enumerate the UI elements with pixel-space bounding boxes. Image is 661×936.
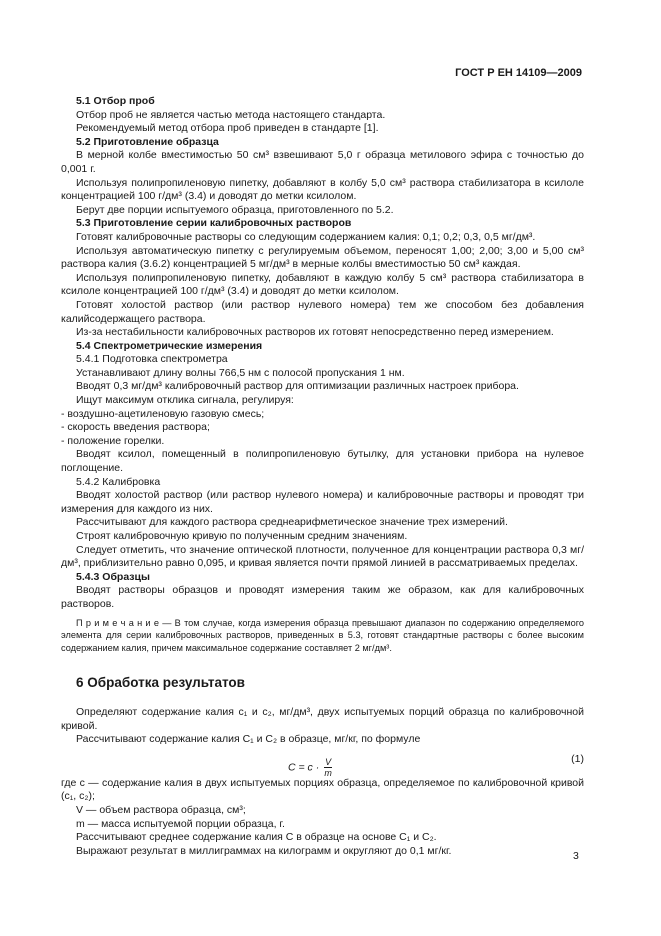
formula-1 — [61, 749, 584, 777]
section-heading: 5.1 Отбор проб — [76, 95, 155, 107]
section-heading: 5.2 Приготовление образца — [76, 135, 219, 148]
paragraph: Вводят растворы образцов и проводят измерения таким же образом, как для калибровочных растворов. — [61, 584, 584, 610]
section-6-p2: Рассчитывают содержание калия C₁ и C₂ в образце, мг/кг, по формуле — [76, 733, 421, 746]
page-number: 3 — [573, 850, 579, 862]
formula-numerator: V — [325, 756, 332, 767]
formula-number: (1) — [571, 752, 584, 765]
paragraph: Берут две порции испытуемого образца, приготовленного по 5.2. — [76, 203, 394, 216]
paragraph: Устанавливают длину волны 766,5 нм с полосой пропускания 1 нм. — [76, 366, 405, 379]
paragraph: Готовят холостой раствор (или раствор нулевого номера) тем же способом без добавления калийсодержащего раствора. — [61, 298, 584, 325]
paragraph: Отбор проб не является частью метода настоящего стандарта. — [76, 108, 386, 121]
section-heading: 5.4.2 Калибровка — [76, 475, 161, 488]
section-heading: 5.4 Спектрометрические измерения — [76, 339, 263, 352]
paragraph: Используя полипропиленовую пипетку, добавляют в колбу 5,0 см³ раствора стабилизатора в ксилоле концентрацией 100 г/дм³ (3.4) и доводят до метки ксилолом. — [61, 176, 584, 203]
note-paragraph: П р и м е ч а н и е — В том случае, когда измерения образца превышают диапазон по содержанию определяемого элемента для серии калибровочных растворов, приведенных в 5.3, готовят стандартные растворы с более высоким содержанием калия, причем максимальное содержание составляет 2 мг/дм³. — [61, 617, 584, 653]
paragraph: Используя автоматическую пипетку с регулируемым объемом, переносят 1,00; 2,00; 3,00 и 5,00 см³ раствора калия (3.6.2) концентрацией 5 мг/дм³ в мерные колбы вместимостью 50 см³ каждая. — [61, 244, 584, 271]
paragraph: Строят калибровочную кривую по полученным средним значениям. — [76, 530, 408, 542]
formula-denominator: m — [324, 767, 332, 778]
paragraph: Вводят 0,3 мг/дм³ калибровочный раствор для оптимизации различных настроек прибора. — [76, 380, 519, 393]
paragraph: Вводят холостой раствор (или раствор нулевого номера) и калибровочные растворы и проводят три измерения для каждого из них. — [61, 489, 584, 515]
section-heading: 5.4.3 Образцы — [76, 570, 150, 583]
paragraph: Используя полипропиленовую пипетку, добавляют в каждую колбу 5 см³ раствора стабилизатора в ксилоле концентрацией 100 г/дм³ (3.4) и доводят до метки ксилолом. — [61, 271, 584, 298]
section-5-content — [61, 95, 584, 612]
section-6-p4: Выражают результат в миллиграммах на килограмм и округляют до 0,1 мг/кг. — [76, 844, 452, 857]
formula-lhs: C = c · — [288, 761, 320, 773]
standard-header: ГОСТ Р ЕН 14109—2009 — [455, 67, 582, 79]
paragraph: Рассчитывают для каждого раствора среднеарифметическое значение трех измерений. — [76, 516, 508, 529]
paragraph: Из-за нестабильности калибровочных растворов их готовят непосредственно перед измерением. — [76, 326, 554, 339]
paragraph: - положение горелки. — [61, 434, 165, 447]
section-heading: 5.3 Приготовление серии калибровочных растворов — [76, 217, 352, 230]
definition-v: V — объем раствора образца, см³; — [76, 803, 246, 816]
section-6-p1: Определяют содержание калия c₁ и c₂, мг/дм³, двух испытуемых порций образца по калибровочной кривой. — [61, 705, 584, 732]
formula-expression — [288, 757, 332, 778]
paragraph: Готовят калибровочные растворы со следующим содержанием калия: 0,1; 0,2; 0,3, 0,5 мг/дм³. — [76, 230, 536, 243]
paragraph: - воздушно-ацетиленовую газовую смесь; — [61, 407, 265, 420]
paragraph: Ищут максимум отклика сигнала, регулируя: — [76, 394, 294, 407]
document-body — [61, 95, 584, 858]
paragraph: В мерной колбе вместимостью 50 см³ взвешивают 5,0 г образца метилового эфира с точностью до 0,001 г. — [61, 149, 584, 175]
paragraph: Следует отметить, что значение оптической плотности, полученное для концентрации раствора 0,3 мг/дм³, приблизительно равно 0,095, и кривая является почти прямой линией в рассматриваемых пределах. — [61, 543, 584, 570]
section-heading: 5.4.1 Подготовка спектрометра — [76, 353, 228, 366]
paragraph: - скорость введения раствора; — [61, 421, 210, 434]
paragraph: Вводят ксилол, помещенный в полипропиленовую бутылку, для установки прибора на нулевое поглощение. — [61, 448, 584, 475]
definition-m: m — масса испытуемой порции образца, г. — [76, 817, 285, 830]
formula-fraction — [324, 757, 332, 778]
definition-c: где c — содержание калия в двух испытуемых порциях образца, определяемое по калибровочной кривой (c₁, c₂); — [61, 776, 584, 803]
section-6-title: 6 Обработка результатов — [76, 675, 245, 691]
paragraph: Рекомендуемый метод отбора проб приведен в стандарте [1]. — [76, 122, 379, 135]
section-6-p3: Рассчитывают среднее содержание калия C в образце на основе C₁ и C₂. — [76, 831, 437, 844]
